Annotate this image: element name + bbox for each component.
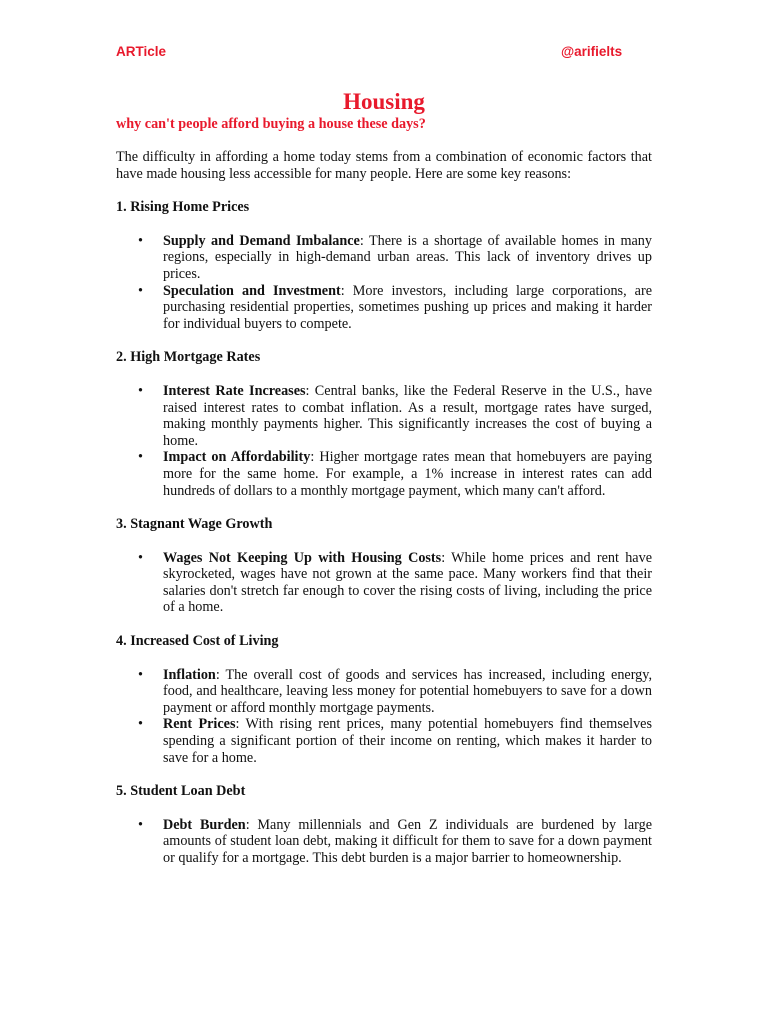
bullet-text: : More investors, including large corporations, are purchasing residential properties, sometimes pushing up prices and making it harder for individual buyers to compete.	[163, 282, 653, 332]
intro-paragraph: The difficulty in affording a home today stems from a combination of economic factors that have made housing less accessible for many people. Here are some key reasons:	[116, 149, 652, 182]
bullet-item	[116, 667, 652, 717]
bullet-term: Speculation and Investment	[163, 282, 341, 299]
bullet-item	[116, 817, 652, 867]
bullet-item	[116, 383, 652, 449]
bullet-text: : The overall cost of goods and services has increased, including energy, food, and healthcare, leaving less money for potential homebuyers to save for a down payment or afford monthly mortgage payments.	[163, 666, 652, 716]
header-right-handle: @arifielts	[561, 44, 623, 59]
section-heading: 3. Stagnant Wage Growth	[116, 516, 273, 533]
bullet-list	[116, 383, 652, 499]
bullet-item	[116, 449, 652, 499]
bullet-term: Supply and Demand Imbalance	[163, 232, 360, 249]
section-heading: 5. Student Loan Debt	[116, 783, 246, 800]
bullet-term: Rent Prices	[163, 716, 236, 733]
bullet-term: Debt Burden	[163, 816, 246, 833]
bullet-dot-icon: •	[138, 816, 143, 833]
article-body	[116, 88, 652, 884]
header-left-label: ARTicle	[116, 44, 167, 59]
bullet-text: : There is a shortage of available homes in many regions, especially in high-demand urban areas. This lack of inventory drives up prices.	[163, 232, 652, 282]
bullet-dot-icon: •	[138, 666, 143, 683]
article-title: Housing	[343, 89, 425, 114]
bullet-list	[116, 550, 652, 616]
bullet-dot-icon: •	[138, 232, 143, 249]
bullet-dot-icon: •	[138, 382, 143, 399]
bullet-term: Interest Rate Increases	[163, 382, 306, 399]
bullet-text: : While home prices and rent have skyrocketed, wages have not grown at the same pace. Many workers find that their salaries don't stretch far enough to cover the rising costs of living, including the price of a home.	[163, 549, 652, 616]
bullet-dot-icon: •	[138, 449, 143, 466]
bullet-dot-icon: •	[138, 549, 143, 566]
bullet-text: : Many millennials and Gen Z individuals are burdened by large amounts of student loan debt, making it difficult for them to save for a down payment or qualify for a mortgage. This debt burden is a major barrier to homeownership.	[163, 816, 652, 866]
bullet-list	[116, 233, 652, 333]
bullet-dot-icon: •	[138, 282, 143, 299]
bullet-text: : Higher mortgage rates mean that homebuyers are paying more for the same home. For example, a 1% increase in interest rates can add hundreds of dollars to a monthly mortgage payment, which many can't afford.	[163, 449, 652, 499]
bullet-text: : With rising rent prices, many potential homebuyers find themselves spending a significant portion of their income on renting, which makes it harder to save for a home.	[163, 716, 652, 766]
bullet-term: Wages Not Keeping Up with Housing Costs	[163, 549, 442, 566]
article-subtitle: why can't people afford buying a house these days?	[116, 116, 426, 132]
bullet-item	[116, 283, 652, 333]
bullet-dot-icon: •	[138, 716, 143, 733]
section-heading: 1. Rising Home Prices	[116, 199, 250, 216]
bullet-text: : Central banks, like the Federal Reserve in the U.S., have raised interest rates to combat inflation. As a result, mortgage rates have surged, making monthly payments higher. This significantly increases the cost of buying a home.	[163, 382, 652, 449]
bullet-item	[116, 233, 652, 283]
section-heading: 2. High Mortgage Rates	[116, 349, 261, 366]
bullet-list	[116, 667, 652, 767]
bullet-item	[116, 550, 652, 616]
section-heading: 4. Increased Cost of Living	[116, 633, 279, 650]
bullet-list	[116, 817, 652, 867]
bullet-item	[116, 716, 652, 766]
bullet-term: Inflation	[163, 666, 216, 683]
bullet-term: Impact on Affordability	[163, 449, 311, 466]
